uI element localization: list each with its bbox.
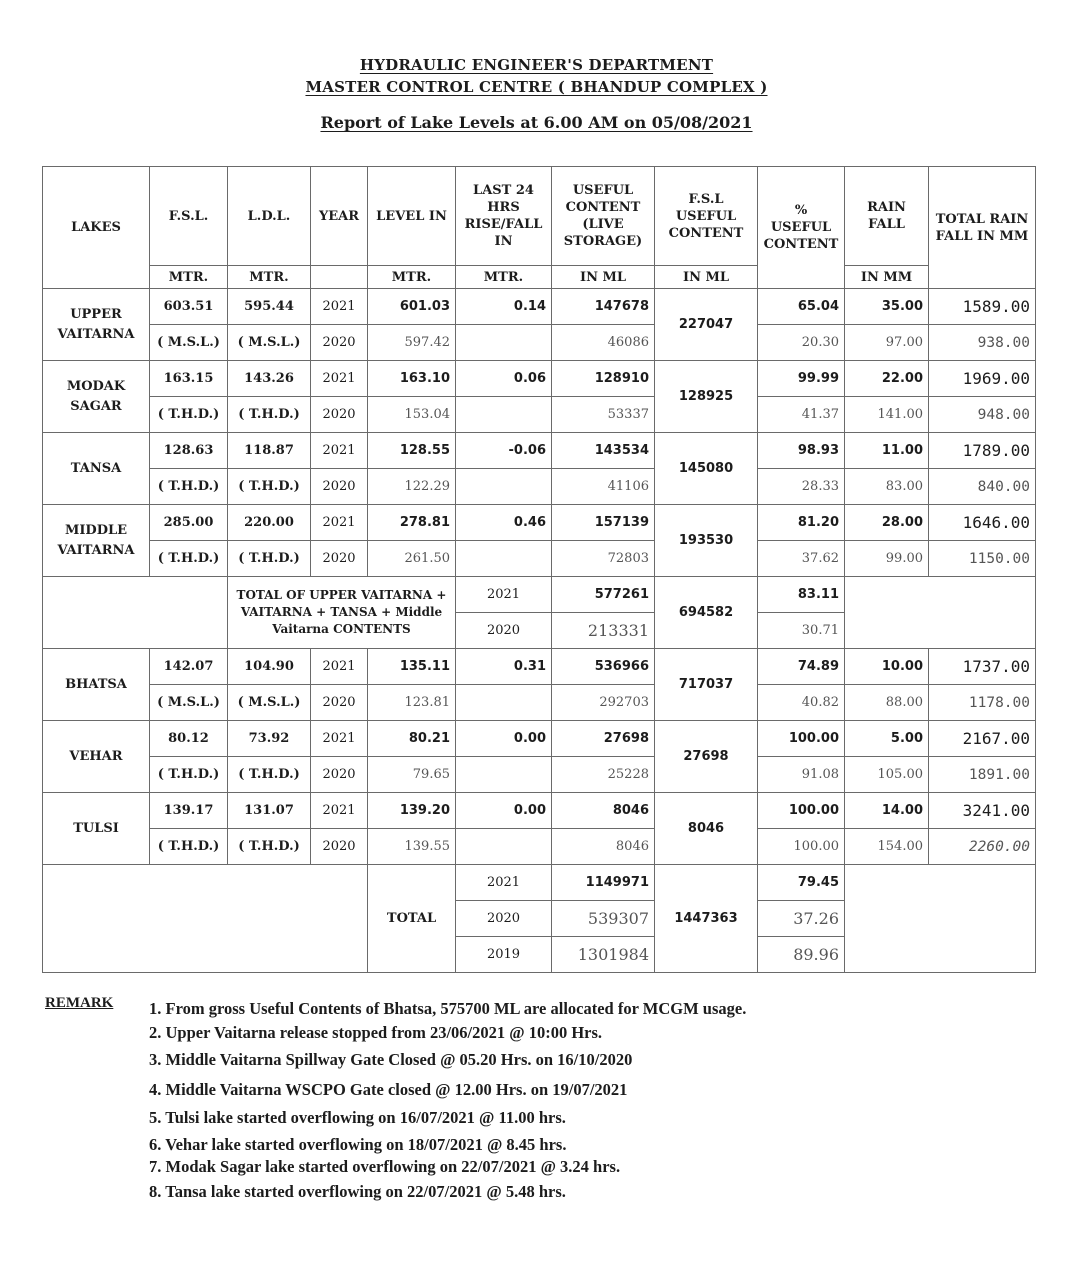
lake-name: TULSI bbox=[43, 793, 150, 865]
useful-content-value: 46086 bbox=[552, 325, 655, 361]
year-value: 2021 bbox=[311, 433, 368, 469]
table-row bbox=[43, 541, 1036, 577]
ldl-value: 104.90 bbox=[228, 649, 311, 685]
year-value: 2021 bbox=[311, 361, 368, 397]
ldl-value: 118.87 bbox=[228, 433, 311, 469]
pct-useful-value: 98.93 bbox=[758, 433, 845, 469]
level-value: 128.55 bbox=[368, 433, 456, 469]
ldl-datum: ( T.H.D.) bbox=[228, 469, 311, 505]
table-row bbox=[43, 757, 1036, 793]
total-row bbox=[43, 865, 1036, 901]
remark-item: 5. Tulsi lake started overflowing on 16/07/2021 @ 11.00 hrs. bbox=[149, 1108, 566, 1127]
fsl-value: 163.15 bbox=[150, 361, 228, 397]
col-header-rise-fall: LAST 24 HRS RISE/FALL IN bbox=[456, 167, 552, 266]
rise-fall-value: 0.00 bbox=[456, 793, 552, 829]
useful-content-value: 25228 bbox=[552, 757, 655, 793]
useful-content-value: 292703 bbox=[552, 685, 655, 721]
ldl-datum: ( T.H.D.) bbox=[228, 541, 311, 577]
table-row bbox=[43, 649, 1036, 685]
ldl-datum: ( M.S.L.) bbox=[228, 685, 311, 721]
level-value: 123.81 bbox=[368, 685, 456, 721]
rise-fall-value: 0.46 bbox=[456, 505, 552, 541]
rain-value: 14.00 bbox=[845, 793, 929, 829]
year-value: 2020 bbox=[311, 325, 368, 361]
fsl-useful-value: 227047 bbox=[655, 289, 758, 361]
rain-value: 22.00 bbox=[845, 361, 929, 397]
rise-fall-value bbox=[456, 469, 552, 505]
pct-useful-value: 83.11 bbox=[758, 577, 845, 613]
fsl-value: 142.07 bbox=[150, 649, 228, 685]
year-value: 2020 bbox=[456, 613, 552, 649]
fsl-useful-value: 717037 bbox=[655, 649, 758, 721]
rain-value: 10.00 bbox=[845, 649, 929, 685]
rise-fall-value bbox=[456, 325, 552, 361]
subtotal-row bbox=[43, 577, 1036, 613]
pct-useful-value: 20.30 bbox=[758, 325, 845, 361]
total-rain-value: 1589.00 bbox=[929, 289, 1036, 325]
blank-cell bbox=[845, 577, 1036, 649]
rain-value: 11.00 bbox=[845, 433, 929, 469]
level-value: 139.20 bbox=[368, 793, 456, 829]
useful-content-value: 577261 bbox=[552, 577, 655, 613]
fsl-value: 80.12 bbox=[150, 721, 228, 757]
ldl-value: 73.92 bbox=[228, 721, 311, 757]
header-row bbox=[43, 167, 1036, 266]
level-value: 163.10 bbox=[368, 361, 456, 397]
lake-name: UPPER VAITARNA bbox=[43, 289, 150, 361]
pct-useful-value: 99.99 bbox=[758, 361, 845, 397]
rise-fall-value: 0.00 bbox=[456, 721, 552, 757]
pct-useful-value: 81.20 bbox=[758, 505, 845, 541]
pct-useful-value: 28.33 bbox=[758, 469, 845, 505]
remark-item: 4. Middle Vaitarna WSCPO Gate closed @ 12.00 Hrs. on 19/07/2021 bbox=[149, 1080, 628, 1099]
rise-fall-value: 0.31 bbox=[456, 649, 552, 685]
fsl-datum: ( M.S.L.) bbox=[150, 325, 228, 361]
unit-rise-fall: MTR. bbox=[456, 266, 552, 289]
useful-content-value: 539307 bbox=[552, 901, 655, 937]
fsl-datum: ( T.H.D.) bbox=[150, 829, 228, 865]
year-value: 2021 bbox=[311, 505, 368, 541]
year-value: 2020 bbox=[456, 901, 552, 937]
useful-content-value: 1149971 bbox=[552, 865, 655, 901]
rain-value: 88.00 bbox=[845, 685, 929, 721]
year-value: 2020 bbox=[311, 685, 368, 721]
table-row bbox=[43, 721, 1036, 757]
fsl-datum: ( T.H.D.) bbox=[150, 541, 228, 577]
total-rain-value: 1150.00 bbox=[929, 541, 1036, 577]
remark-item: 1. From gross Useful Contents of Bhatsa, 575700 ML are allocated for MCGM usage. bbox=[149, 999, 747, 1018]
year-value: 2021 bbox=[456, 577, 552, 613]
units-row bbox=[43, 266, 1036, 289]
fsl-value: 128.63 bbox=[150, 433, 228, 469]
col-header-fsl-useful: F.S.L USEFUL CONTENT bbox=[655, 167, 758, 266]
level-value: 278.81 bbox=[368, 505, 456, 541]
lake-name: VEHAR bbox=[43, 721, 150, 793]
level-value: 122.29 bbox=[368, 469, 456, 505]
useful-content-value: 1301984 bbox=[552, 937, 655, 973]
useful-content-value: 41106 bbox=[552, 469, 655, 505]
rain-value: 28.00 bbox=[845, 505, 929, 541]
remark-item: 3. Middle Vaitarna Spillway Gate Closed @ 05.20 Hrs. on 16/10/2020 bbox=[149, 1050, 633, 1069]
year-value: 2020 bbox=[311, 829, 368, 865]
department-title: HYDRAULIC ENGINEER'S DEPARTMENT bbox=[359, 56, 714, 74]
level-value: 597.42 bbox=[368, 325, 456, 361]
table-row bbox=[43, 505, 1036, 541]
unit-rain: IN MM bbox=[845, 266, 929, 289]
col-header-ldl: L.D.L. bbox=[228, 167, 311, 266]
blank-cell bbox=[845, 865, 1036, 973]
useful-content-value: 143534 bbox=[552, 433, 655, 469]
fsl-value: 139.17 bbox=[150, 793, 228, 829]
pct-useful-value: 100.00 bbox=[758, 829, 845, 865]
remark-item: 6. Vehar lake started overflowing on 18/07/2021 @ 8.45 hrs. bbox=[149, 1135, 567, 1154]
useful-content-value: 147678 bbox=[552, 289, 655, 325]
col-header-rain: RAIN FALL bbox=[845, 167, 929, 266]
level-value: 153.04 bbox=[368, 397, 456, 433]
rain-value: 141.00 bbox=[845, 397, 929, 433]
table-row bbox=[43, 397, 1036, 433]
total-rain-value: 938.00 bbox=[929, 325, 1036, 361]
col-header-lakes: LAKES bbox=[43, 167, 150, 289]
ldl-value: 220.00 bbox=[228, 505, 311, 541]
ldl-datum: ( T.H.D.) bbox=[228, 397, 311, 433]
rise-fall-value: 0.14 bbox=[456, 289, 552, 325]
rain-value: 97.00 bbox=[845, 325, 929, 361]
total-rain-value: 3241.00 bbox=[929, 793, 1036, 829]
table-row bbox=[43, 829, 1036, 865]
useful-content-value: 72803 bbox=[552, 541, 655, 577]
fsl-datum: ( T.H.D.) bbox=[150, 469, 228, 505]
pct-useful-value: 41.37 bbox=[758, 397, 845, 433]
blank-cell bbox=[43, 577, 228, 649]
table-row bbox=[43, 289, 1036, 325]
lake-name: MODAK SAGAR bbox=[43, 361, 150, 433]
col-header-pct-useful: % USEFUL CONTENT bbox=[758, 167, 845, 289]
year-value: 2020 bbox=[311, 541, 368, 577]
fsl-useful-value: 145080 bbox=[655, 433, 758, 505]
pct-useful-value: 40.82 bbox=[758, 685, 845, 721]
year-value: 2020 bbox=[311, 469, 368, 505]
useful-content-value: 128910 bbox=[552, 361, 655, 397]
rain-value: 154.00 bbox=[845, 829, 929, 865]
pct-useful-value: 91.08 bbox=[758, 757, 845, 793]
year-value: 2021 bbox=[311, 793, 368, 829]
table-row bbox=[43, 361, 1036, 397]
remark-item: 2. Upper Vaitarna release stopped from 23/06/2021 @ 10:00 Hrs. bbox=[149, 1023, 603, 1042]
rain-value: 105.00 bbox=[845, 757, 929, 793]
total-rain-value: 2260.00 bbox=[929, 829, 1036, 865]
remark-label: REMARK bbox=[45, 995, 114, 1011]
total-label: TOTAL bbox=[368, 865, 456, 973]
useful-content-value: 213331 bbox=[552, 613, 655, 649]
fsl-value: 603.51 bbox=[150, 289, 228, 325]
fsl-useful-value: 193530 bbox=[655, 505, 758, 577]
total-rain-value: 1646.00 bbox=[929, 505, 1036, 541]
rise-fall-value: -0.06 bbox=[456, 433, 552, 469]
centre-title: MASTER CONTROL CENTRE ( BHANDUP COMPLEX ) bbox=[305, 78, 768, 96]
table-row bbox=[43, 469, 1036, 505]
col-header-level: LEVEL IN bbox=[368, 167, 456, 266]
subtotal-label: TOTAL OF UPPER VAITARNA + VAITARNA + TANSA + Middle Vaitarna CONTENTS bbox=[228, 577, 456, 649]
pct-useful-value: 65.04 bbox=[758, 289, 845, 325]
pct-useful-value: 74.89 bbox=[758, 649, 845, 685]
fsl-useful-value: 1447363 bbox=[655, 865, 758, 973]
table-row bbox=[43, 325, 1036, 361]
ldl-datum: ( T.H.D.) bbox=[228, 757, 311, 793]
table-row bbox=[43, 793, 1036, 829]
level-value: 139.55 bbox=[368, 829, 456, 865]
ldl-value: 143.26 bbox=[228, 361, 311, 397]
rise-fall-value bbox=[456, 685, 552, 721]
total-rain-value: 1737.00 bbox=[929, 649, 1036, 685]
year-value: 2021 bbox=[311, 289, 368, 325]
fsl-useful-value: 694582 bbox=[655, 577, 758, 649]
fsl-datum: ( M.S.L.) bbox=[150, 685, 228, 721]
col-header-useful-content: USEFUL CONTENT (LIVE STORAGE) bbox=[552, 167, 655, 266]
level-value: 261.50 bbox=[368, 541, 456, 577]
ldl-datum: ( M.S.L.) bbox=[228, 325, 311, 361]
year-value: 2020 bbox=[311, 397, 368, 433]
useful-content-value: 157139 bbox=[552, 505, 655, 541]
table-row bbox=[43, 685, 1036, 721]
year-value: 2019 bbox=[456, 937, 552, 973]
useful-content-value: 536966 bbox=[552, 649, 655, 685]
total-rain-value: 948.00 bbox=[929, 397, 1036, 433]
table-row bbox=[43, 433, 1036, 469]
level-value: 79.65 bbox=[368, 757, 456, 793]
unit-fsl: MTR. bbox=[150, 266, 228, 289]
unit-fsl-useful: IN ML bbox=[655, 266, 758, 289]
rain-value: 99.00 bbox=[845, 541, 929, 577]
fsl-useful-value: 128925 bbox=[655, 361, 758, 433]
year-value: 2021 bbox=[456, 865, 552, 901]
year-value: 2020 bbox=[311, 757, 368, 793]
pct-useful-value: 100.00 bbox=[758, 721, 845, 757]
rise-fall-value bbox=[456, 541, 552, 577]
pct-useful-value: 37.62 bbox=[758, 541, 845, 577]
year-value: 2021 bbox=[311, 721, 368, 757]
rain-value: 83.00 bbox=[845, 469, 929, 505]
fsl-datum: ( T.H.D.) bbox=[150, 757, 228, 793]
col-header-fsl: F.S.L. bbox=[150, 167, 228, 266]
rise-fall-value bbox=[456, 757, 552, 793]
rise-fall-value bbox=[456, 397, 552, 433]
ldl-value: 595.44 bbox=[228, 289, 311, 325]
col-header-year: YEAR bbox=[311, 167, 368, 266]
useful-content-value: 8046 bbox=[552, 793, 655, 829]
pct-useful-value: 30.71 bbox=[758, 613, 845, 649]
rain-value: 35.00 bbox=[845, 289, 929, 325]
col-header-total-rain: TOTAL RAIN FALL IN MM bbox=[929, 167, 1036, 289]
unit-useful-content: IN ML bbox=[552, 266, 655, 289]
fsl-datum: ( T.H.D.) bbox=[150, 397, 228, 433]
useful-content-value: 27698 bbox=[552, 721, 655, 757]
useful-content-value: 53337 bbox=[552, 397, 655, 433]
total-rain-value: 2167.00 bbox=[929, 721, 1036, 757]
unit-year bbox=[311, 266, 368, 289]
lake-name: MIDDLE VAITARNA bbox=[43, 505, 150, 577]
report-title: Report of Lake Levels at 6.00 AM on 05/08/2021 bbox=[320, 113, 753, 132]
blank-cell bbox=[43, 865, 368, 973]
pct-useful-value: 100.00 bbox=[758, 793, 845, 829]
fsl-value: 285.00 bbox=[150, 505, 228, 541]
total-rain-value: 1891.00 bbox=[929, 757, 1036, 793]
remark-item: 8. Tansa lake started overflowing on 22/07/2021 @ 5.48 hrs. bbox=[149, 1182, 566, 1201]
lake-name: BHATSA bbox=[43, 649, 150, 721]
unit-ldl: MTR. bbox=[228, 266, 311, 289]
rain-value: 5.00 bbox=[845, 721, 929, 757]
total-rain-value: 840.00 bbox=[929, 469, 1036, 505]
ldl-value: 131.07 bbox=[228, 793, 311, 829]
total-rain-value: 1178.00 bbox=[929, 685, 1036, 721]
pct-useful-value: 89.96 bbox=[758, 937, 845, 973]
fsl-useful-value: 27698 bbox=[655, 721, 758, 793]
lake-name: TANSA bbox=[43, 433, 150, 505]
rise-fall-value bbox=[456, 829, 552, 865]
total-rain-value: 1969.00 bbox=[929, 361, 1036, 397]
fsl-useful-value: 8046 bbox=[655, 793, 758, 865]
ldl-datum: ( T.H.D.) bbox=[228, 829, 311, 865]
remark-item: 7. Modak Sagar lake started overflowing on 22/07/2021 @ 3.24 hrs. bbox=[149, 1157, 621, 1176]
pct-useful-value: 37.26 bbox=[758, 901, 845, 937]
level-value: 135.11 bbox=[368, 649, 456, 685]
lake-levels-table bbox=[42, 166, 1036, 973]
level-value: 80.21 bbox=[368, 721, 456, 757]
rise-fall-value: 0.06 bbox=[456, 361, 552, 397]
pct-useful-value: 79.45 bbox=[758, 865, 845, 901]
level-value: 601.03 bbox=[368, 289, 456, 325]
unit-level: MTR. bbox=[368, 266, 456, 289]
total-rain-value: 1789.00 bbox=[929, 433, 1036, 469]
year-value: 2021 bbox=[311, 649, 368, 685]
useful-content-value: 8046 bbox=[552, 829, 655, 865]
